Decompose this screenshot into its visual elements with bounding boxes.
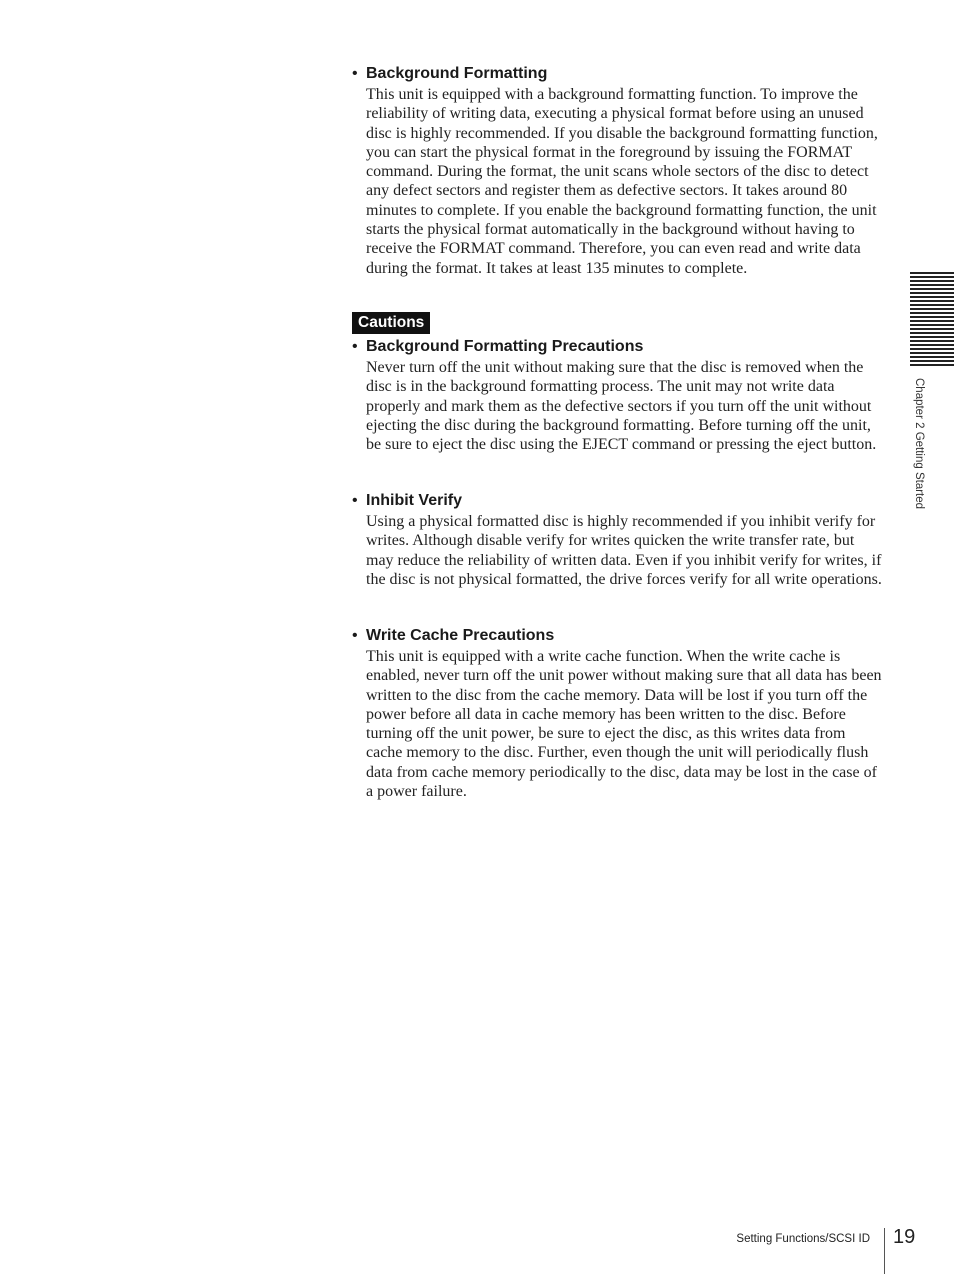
section-background-formatting	[352, 64, 884, 278]
bullet-icon: •	[352, 338, 358, 355]
section-inhibit-verify	[352, 491, 884, 589]
section-heading: Write Cache Precautions	[366, 627, 555, 644]
footer-section-title: Setting Functions/SCSI ID	[736, 1233, 870, 1245]
section-write-cache-precautions	[352, 626, 884, 801]
bullet-item	[352, 626, 884, 801]
footer-divider	[884, 1228, 885, 1274]
bullet-icon: •	[352, 627, 358, 644]
section-heading: Background Formatting Precautions	[366, 338, 644, 355]
chapter-tab-marks	[910, 272, 954, 367]
section-body: This unit is equipped with a background formatting function. To improve the reliability of writing data, executing a physical format before using an unused disc is highly recommended. If you disable the background formatting function, you can start the physical format in the foreground by issuing the FORMAT command. During the format, the unit scans whole sectors of the disc to detect any defect sectors and register them as defective sectors. It takes around 80 minutes to complete. If you enable the background formatting function, the unit starts the physical format automatically in the background without having to receive the FORMAT command. Therefore, you can even read and write data during the format. It takes at least 135 minutes to complete.	[366, 86, 878, 277]
bullet-item	[352, 491, 884, 589]
section-body: Using a physical formatted disc is highly recommended if you inhibit verify for writes. Although disable verify for writes quicken the write transfer rate, but may reduce the reliability of written data. Even if you inhibit verify for writes, if the disc is not physical formatted, the drive forces verify for all write operations.	[366, 513, 882, 588]
section-heading: Background Formatting	[366, 65, 548, 82]
bullet-item	[352, 64, 884, 278]
section-body: This unit is equipped with a write cache function. When the write cache is enabled, never turn off the unit power without making sure that all data has been written to the disc from the cache memory. Data will be lost if you turn off the power before all data in cache memory has been written to the disc. Before turning off the unit power, be sure to eject the disc, as this writes data from cache memory to the disc. Further, even though the unit will periodically flush data from cache memory periodically to the disc, data may be lost in the case of a power failure.	[366, 648, 882, 801]
bullet-icon: •	[352, 492, 358, 509]
bullet-item	[352, 337, 884, 454]
chapter-tab-label: Chapter 2 Getting Started	[913, 378, 925, 510]
bullet-icon: •	[352, 65, 358, 82]
section-heading: Inhibit Verify	[366, 492, 463, 509]
section-background-formatting-precautions	[352, 337, 884, 454]
page-number: 19	[893, 1226, 916, 1248]
section-body: Never turn off the unit without making sure that the disc is removed when the disc is in the background formatting process. The unit may not write data properly and mark them as the defective sectors if you turn off the unit without ejecting the disc during the background formatting. Before turning off the unit, be sure to eject the disc using the EJECT command or pressing the eject button.	[366, 359, 877, 454]
cautions-label: Cautions	[352, 312, 430, 334]
